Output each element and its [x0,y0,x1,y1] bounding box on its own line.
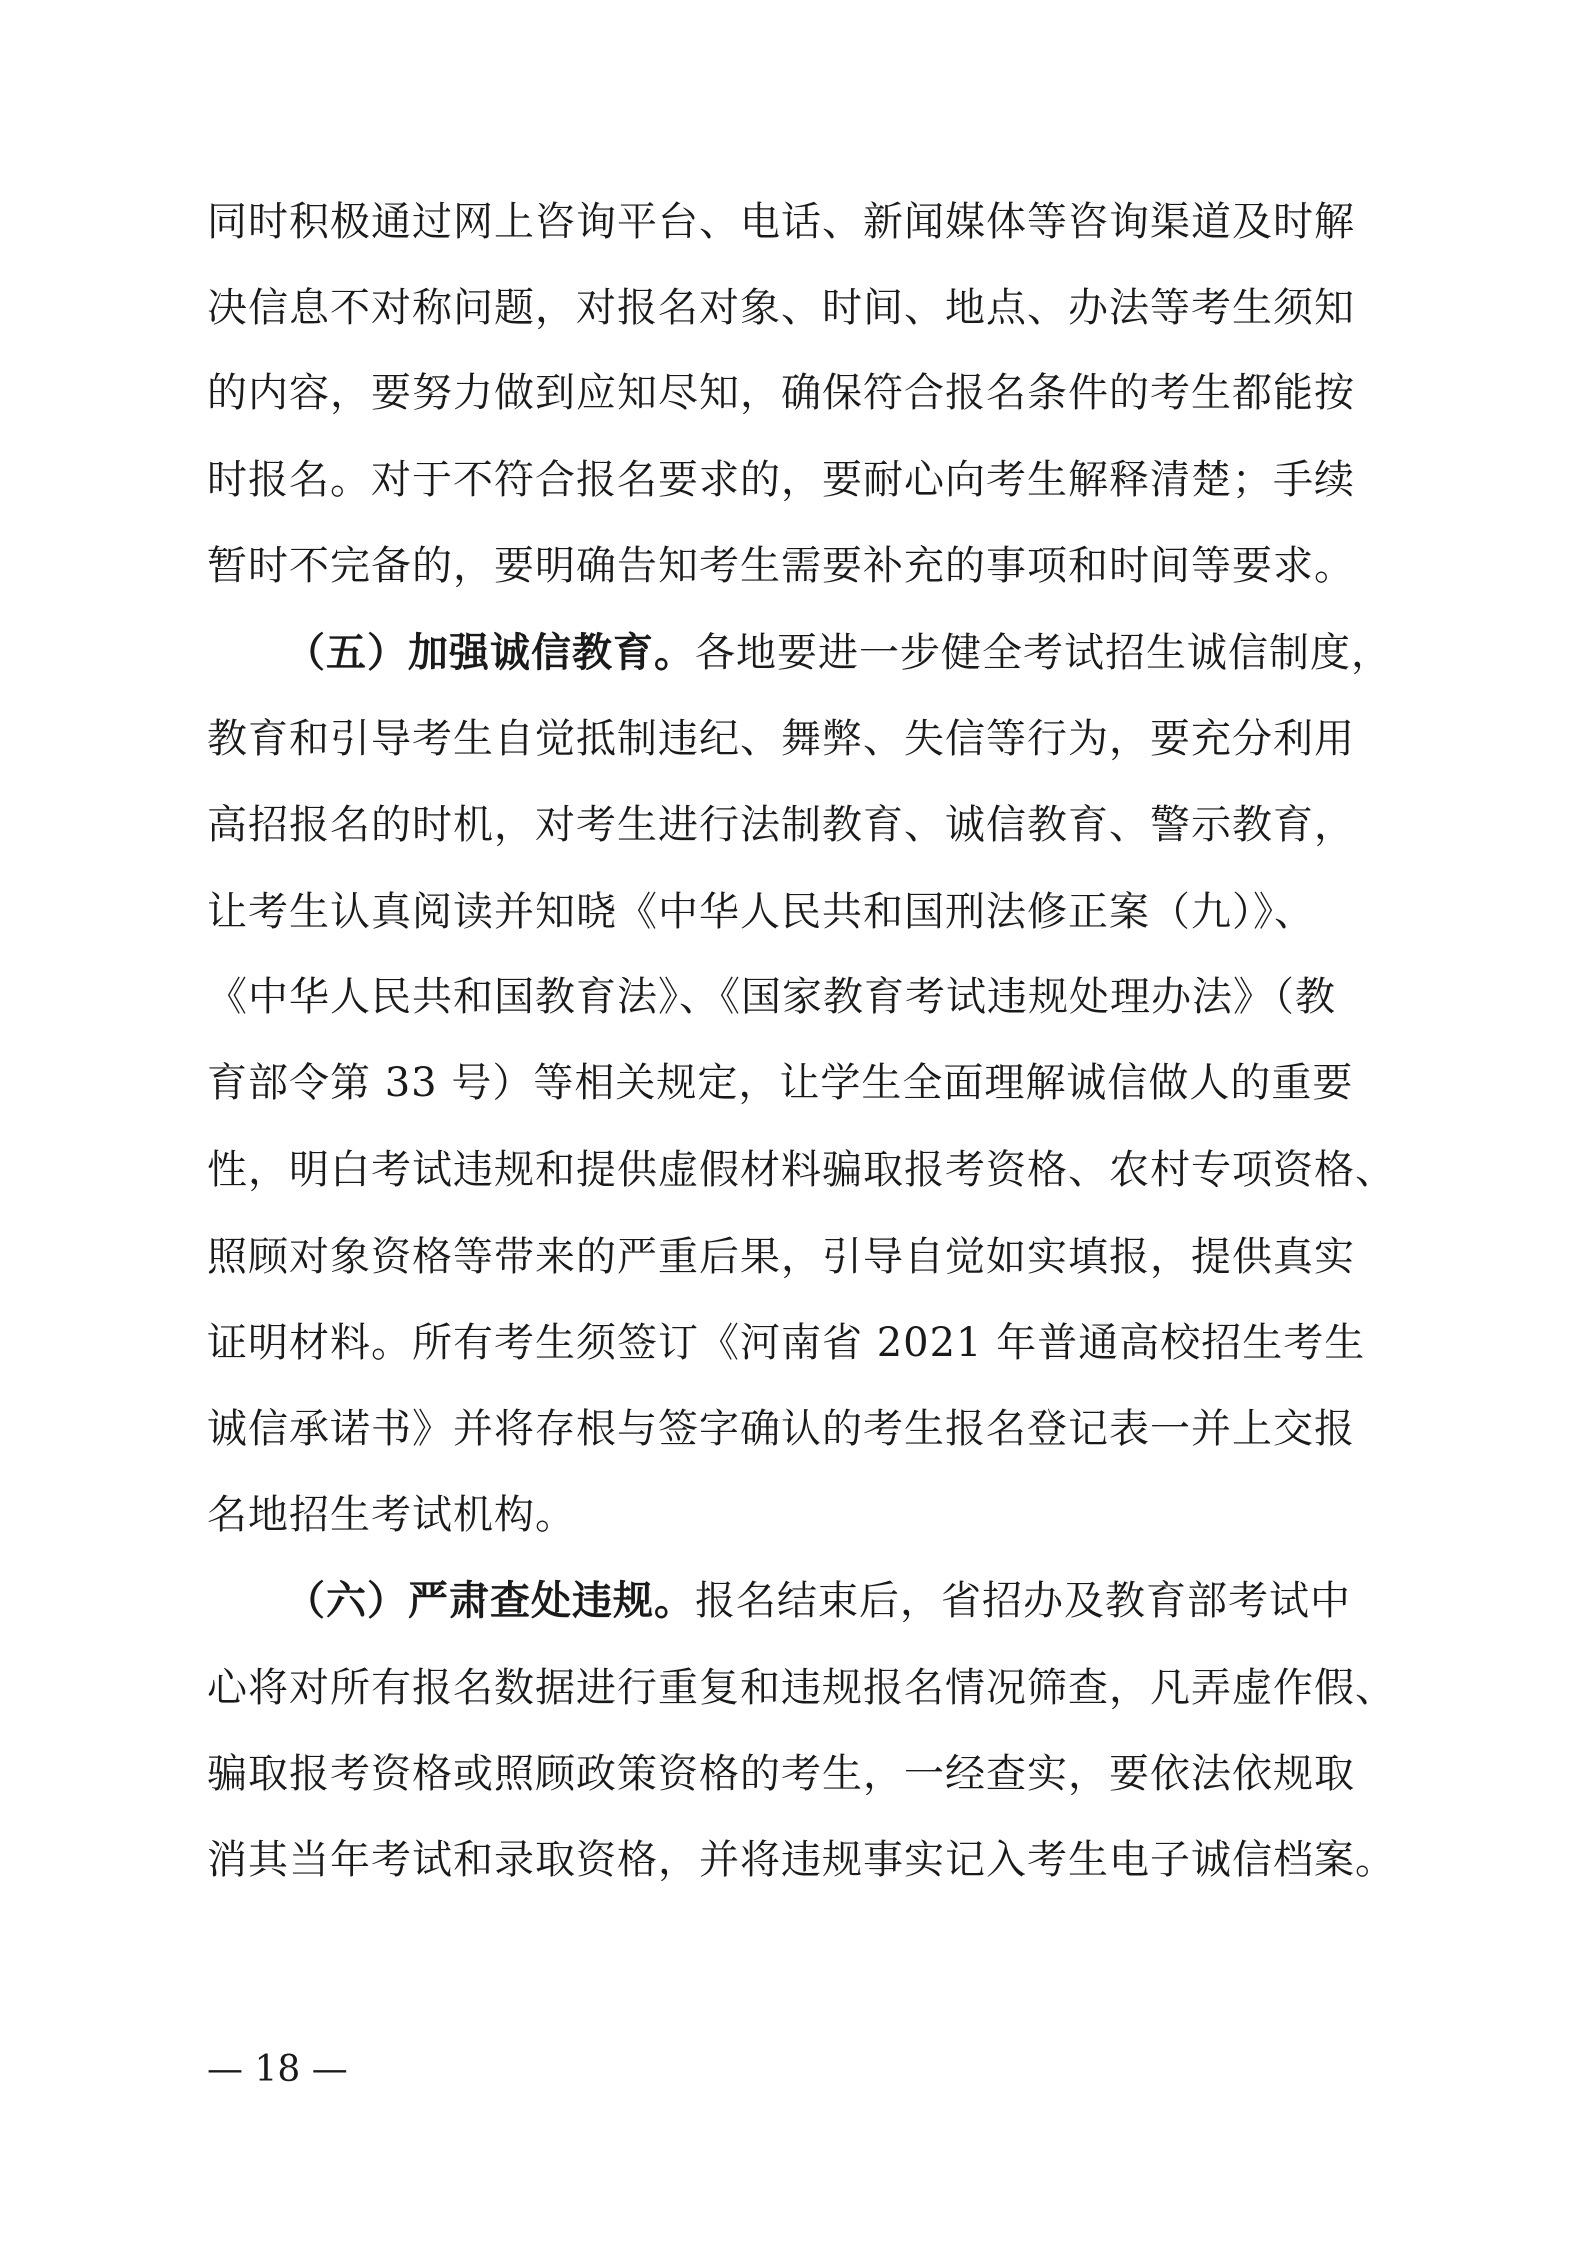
paragraph-1-line-2: 决信息不对称问题，对报名对象、时间、地点、办法等考生须知 [207,285,1355,331]
paragraph-2-line-10: 诚信承诺书》并将存根与签字确认的考生报名登记表一并上交报 [207,1406,1355,1452]
paragraph-1-line-5: 暂时不完备的，要明确告知考生需要补充的事项和时间等要求。 [207,543,1355,589]
paragraph-1-line-4: 时报名。对于不符合报名要求的，要耐心向考生解释清楚；手续 [207,457,1355,503]
paragraph-3-first-line-text: 报名结束后，省招办及教育部考试中 [695,1578,1351,1624]
paragraph-2-line-9: 证明材料。所有考生须签订《河南省 2021 年普通高校招生考生 [207,1320,1366,1366]
paragraph-2-heading: （五）加强诚信教育。 [285,629,695,676]
paragraph-2-line-7: 性，明白考试违规和提供虚假材料骗取报考资格、农村专项资格、 [207,1147,1396,1193]
paragraph-3-line-4: 消其当年考试和录取资格，并将违规事实记入考生电子诚信档案。 [207,1837,1396,1883]
paragraph-2-line-5: 《中华人民共和国教育法》、《国家教育考试违规处理办法》（教 [207,974,1336,1020]
paragraph-2-line-1 [285,623,1392,683]
paragraph-2-line-3: 高招报名的时机，对考生进行法制教育、诚信教育、警示教育， [207,802,1355,848]
paragraph-3-line-1 [285,1571,1387,1631]
paragraph-3-heading: （六）严肃查处违规。 [285,1577,695,1624]
paragraph-1-line-1: 同时积极通过网上咨询平台、电话、新闻媒体等咨询渠道及时解 [207,199,1355,245]
paragraph-2-line-11: 名地招生考试机构。 [207,1492,576,1538]
paragraph-2-line-8: 照顾对象资格等带来的严重后果，引导自觉如实填报，提供真实 [207,1234,1355,1280]
paragraph-2-line-6: 育部令第 33 号）等相关规定，让学生全面理解诚信做人的重要 [207,1060,1354,1106]
paragraph-1-line-3: 的内容，要努力做到应知尽知，确保符合报名条件的考生都能按 [207,370,1355,416]
page-number: — 18 — [207,2049,348,2090]
paragraph-3-line-3: 骗取报考资格或照顾政策资格的考生，一经查实，要依法依规取 [207,1751,1355,1797]
paragraph-2-line-2: 教育和引导考生自觉抵制违纪、舞弊、失信等行为，要充分利用 [207,716,1355,762]
paragraph-2-first-line-text: 各地要进一步健全考试招生诚信制度， [695,630,1392,676]
paragraph-2-line-4: 让考生认真阅读并知晓《中华人民共和国刑法修正案（九）》、 [207,889,1315,935]
paragraph-3-line-2: 心将对所有报名数据进行重复和违规报名情况筛查，凡弄虚作假、 [207,1665,1396,1711]
